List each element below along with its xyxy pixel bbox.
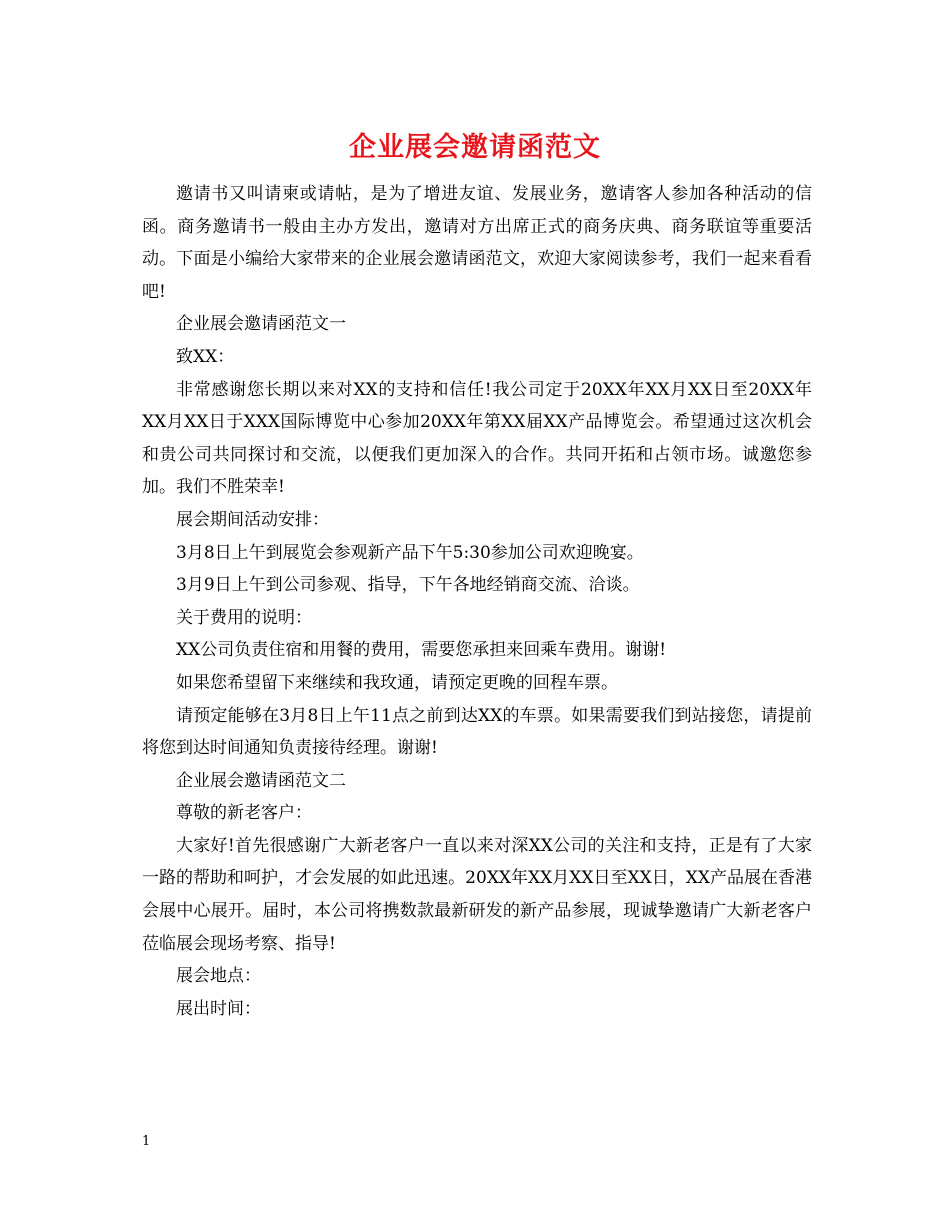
- section-heading-sample-one: 企业展会邀请函范文一: [176, 314, 346, 335]
- schedule-item-march-9: 3月9日上午到公司参观、指导，下午各地经销商交流、洽谈。: [176, 575, 640, 596]
- expenses-paragraph: XX公司负责住宿和用餐的费用，需要您承担来回乘车费用。谢谢!: [176, 640, 667, 661]
- schedule-heading: 展会期间活动安排：: [176, 509, 329, 530]
- arrival-ticket-paragraph: 请预定能够在3月8日上午11点之前到达XX的车票。如果需要我们到站接您，请提前将您到达时间通知负责接待经理。谢谢!: [142, 705, 812, 759]
- page-number: 1: [142, 1134, 151, 1149]
- return-ticket-paragraph: 如果您希望留下来继续和我玫通，请预定更晚的回程车票。: [176, 672, 618, 693]
- page-title: 企业展会邀请函范文: [349, 132, 601, 163]
- exhibition-location: 展会地点：: [176, 966, 261, 987]
- expenses-heading: 关于费用的说明：: [176, 607, 312, 628]
- salutation-one: 致XX：: [176, 346, 235, 367]
- exhibition-time: 展出时间：: [176, 998, 261, 1019]
- salutation-two: 尊敬的新老客户：: [176, 803, 312, 824]
- invitation-paragraph-one: 非常感谢您长期以来对XX的支持和信任!我公司定于20XX年XX月XX日至20XX年XX月XX日于XXX国际博览中心参加20XX年第XX届XX产品博览会。希望通过这次机会和贵公司共同探讨和交流，以便我们更加深入的合作。共同开拓和占领市场。诚邀您参加。我们不胜荣幸!: [142, 379, 812, 498]
- schedule-item-march-8: 3月8日上午到展览会参观新产品下午5:30参加公司欢迎晚宴。: [176, 542, 644, 563]
- intro-paragraph: 邀请书又叫请柬或请帖，是为了增进友谊、发展业务，邀请客人参加各种活动的信函。商务邀请书一般由主办方发出，邀请对方出席正式的商务庆典、商务联谊等重要活动。下面是小编给大家带来的企业展会邀请函范文，欢迎大家阅读参考，我们一起来看看吧!: [142, 184, 812, 302]
- section-heading-sample-two: 企业展会邀请函范文二: [176, 770, 346, 791]
- invitation-paragraph-two: 大家好!首先很感谢广大新老客户一直以来对深XX公司的关注和支持，正是有了大家一路的帮助和呵护，才会发展的如此迅速。20XX年XX月XX日至XX日，XX产品展在香港会展中心展开。届时，本公司将携数款最新研发的新产品参展，现诚挚邀请广大新老客户莅临展会现场考察、指导!: [142, 835, 812, 954]
- document-body: [142, 178, 812, 1025]
